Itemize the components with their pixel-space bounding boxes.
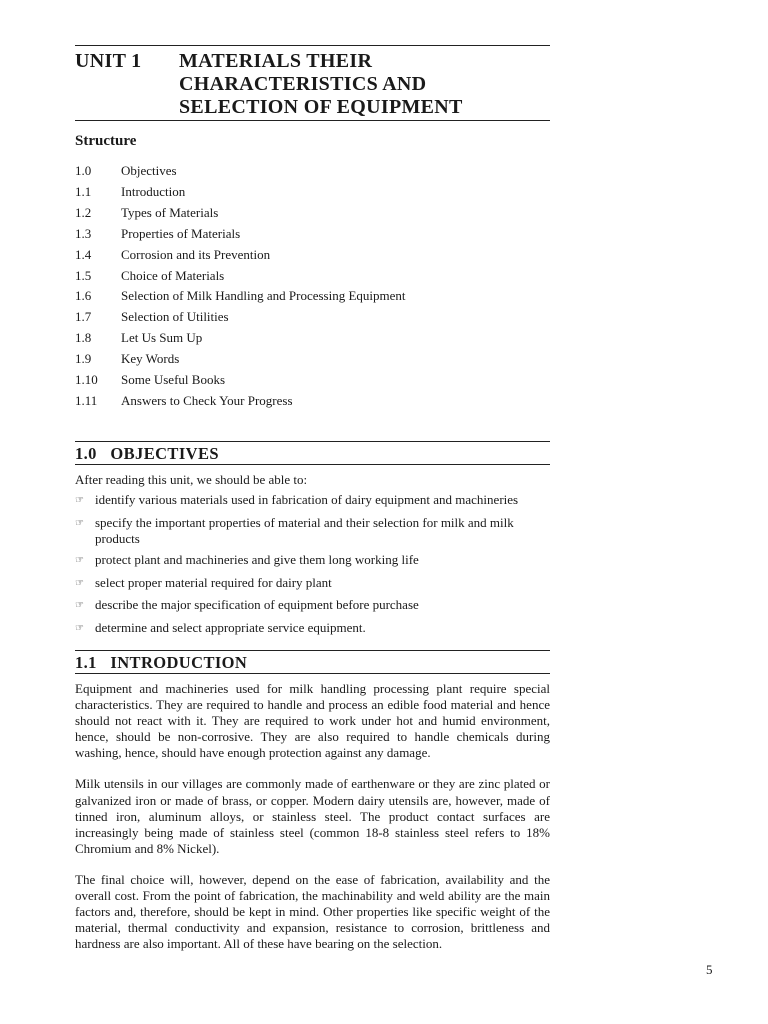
toc-number: 1.4 xyxy=(75,246,92,262)
toc-label: Key Words xyxy=(121,351,180,367)
paragraph: Milk utensils in our villages are commonly made of earthenware or they are zinc plated or galvanized iron or made of brass, or copper. Modern dairy utensils are, however, made of tinned iron, aluminum alloys, or stainless steel. The product contact surfaces are increasingly being made of stainless steel (common 18-8 stainless steel refers to 18% Chromium and 8% Nickel). xyxy=(75,776,550,856)
objectives-list xyxy=(75,492,550,637)
list-item xyxy=(75,349,550,370)
objectives-heading-block xyxy=(75,441,550,465)
pointing-hand-icon: ☞ xyxy=(75,517,84,529)
list-item xyxy=(75,161,550,182)
unit-label: UNIT 1 xyxy=(75,50,142,72)
introduction-heading-block xyxy=(75,650,550,674)
list-item xyxy=(75,597,550,614)
toc-number: 1.2 xyxy=(75,204,92,220)
toc-number: 1.0 xyxy=(75,163,92,178)
bullet-text: specify the important properties of material and their selection for milk and milk products xyxy=(95,514,514,546)
list-item xyxy=(75,370,550,391)
section-rule xyxy=(75,464,550,465)
section-rule xyxy=(75,673,550,674)
unit-title xyxy=(179,50,463,119)
bullet-text: determine and select appropriate service equipment. xyxy=(95,619,366,635)
structure-section xyxy=(75,131,550,412)
bullet-text: identify various materials used in fabrication of dairy equipment and machineries xyxy=(95,492,519,507)
structure-heading: Structure xyxy=(75,133,137,149)
bullet-text: describe the major specification of equipment before purchase xyxy=(95,597,419,612)
section-heading: 1.1 INTRODUCTION xyxy=(75,653,248,672)
list-item xyxy=(75,575,550,592)
introduction-section xyxy=(75,681,550,967)
list-item xyxy=(75,224,550,245)
list-item xyxy=(75,182,550,203)
structure-list xyxy=(75,161,550,412)
toc-label: Types of Materials xyxy=(121,204,219,220)
paragraph: The final choice will, however, depend on the ease of fabrication, availability and the overall cost. From the point of fabrication, the machinability and weld ability are the main factors and, therefore, should be kept in mind. Other properties like specific weight of the material, thermal conductivity and expansion, resistance to corrosion, brittleness and hardness are also important. All of these have bearing on the selection. xyxy=(75,871,550,952)
toc-number: 1.8 xyxy=(75,330,92,346)
unit-title-line: SELECTION OF EQUIPMENT xyxy=(179,96,463,118)
paragraph: Equipment and machineries used for milk handling processing plant require special characteristics. They are required to handle and process an edible food material and hence should not react with it. They are required to work under hot and humid environment, hence, should be non-corrosive. They are also required to handle chemicals during washing, hence, should have enough protection against any damage. xyxy=(75,681,550,761)
toc-label: Introduction xyxy=(121,183,186,199)
toc-label: Choice of Materials xyxy=(121,267,225,283)
list-item xyxy=(75,492,550,509)
toc-number: 1.10 xyxy=(75,372,98,388)
list-item xyxy=(75,266,550,287)
list-item xyxy=(75,620,550,637)
toc-number: 1.6 xyxy=(75,288,92,304)
pointing-hand-icon: ☞ xyxy=(75,577,84,589)
toc-number: 1.1 xyxy=(75,183,92,199)
toc-label: Answers to Check Your Progress xyxy=(121,392,293,408)
list-item xyxy=(75,307,550,328)
list-item xyxy=(75,328,550,349)
toc-label: Properties of Materials xyxy=(121,225,241,241)
toc-label: Let Us Sum Up xyxy=(121,330,203,346)
toc-label: Corrosion and its Prevention xyxy=(121,246,271,262)
toc-label: Selection of Milk Handling and Processing Equipment xyxy=(121,288,406,304)
toc-number: 1.11 xyxy=(75,392,98,408)
pointing-hand-icon: ☞ xyxy=(75,555,84,566)
list-item xyxy=(75,203,550,224)
objectives-intro: After reading this unit, we should be able to: xyxy=(75,472,308,487)
list-item xyxy=(75,552,550,569)
toc-label: Selection of Utilities xyxy=(121,309,229,325)
unit-bottom-rule xyxy=(75,120,550,121)
section-heading: 1.0 OBJECTIVES xyxy=(75,444,219,463)
unit-title-line: CHARACTERISTICS AND xyxy=(179,73,427,95)
bullet-text: select proper material required for dairy plant xyxy=(95,574,332,590)
unit-title-line: MATERIALS THEIR xyxy=(179,50,373,72)
list-item xyxy=(75,515,550,547)
objectives-section xyxy=(75,471,550,642)
toc-label: Objectives xyxy=(121,163,177,178)
toc-number: 1.7 xyxy=(75,309,92,325)
list-item xyxy=(75,391,550,412)
bullet-text: protect plant and machineries and give them long working life xyxy=(95,552,419,567)
list-item xyxy=(75,286,550,307)
pointing-hand-icon: ☞ xyxy=(75,495,84,506)
pointing-hand-icon: ☞ xyxy=(75,622,84,634)
list-item xyxy=(75,245,550,266)
toc-number: 1.3 xyxy=(75,225,92,241)
page-number: 5 xyxy=(706,962,713,977)
unit-header xyxy=(75,45,550,119)
pointing-hand-icon: ☞ xyxy=(75,600,84,611)
toc-label: Some Useful Books xyxy=(121,372,225,388)
toc-number: 1.9 xyxy=(75,351,92,367)
toc-number: 1.5 xyxy=(75,267,92,283)
